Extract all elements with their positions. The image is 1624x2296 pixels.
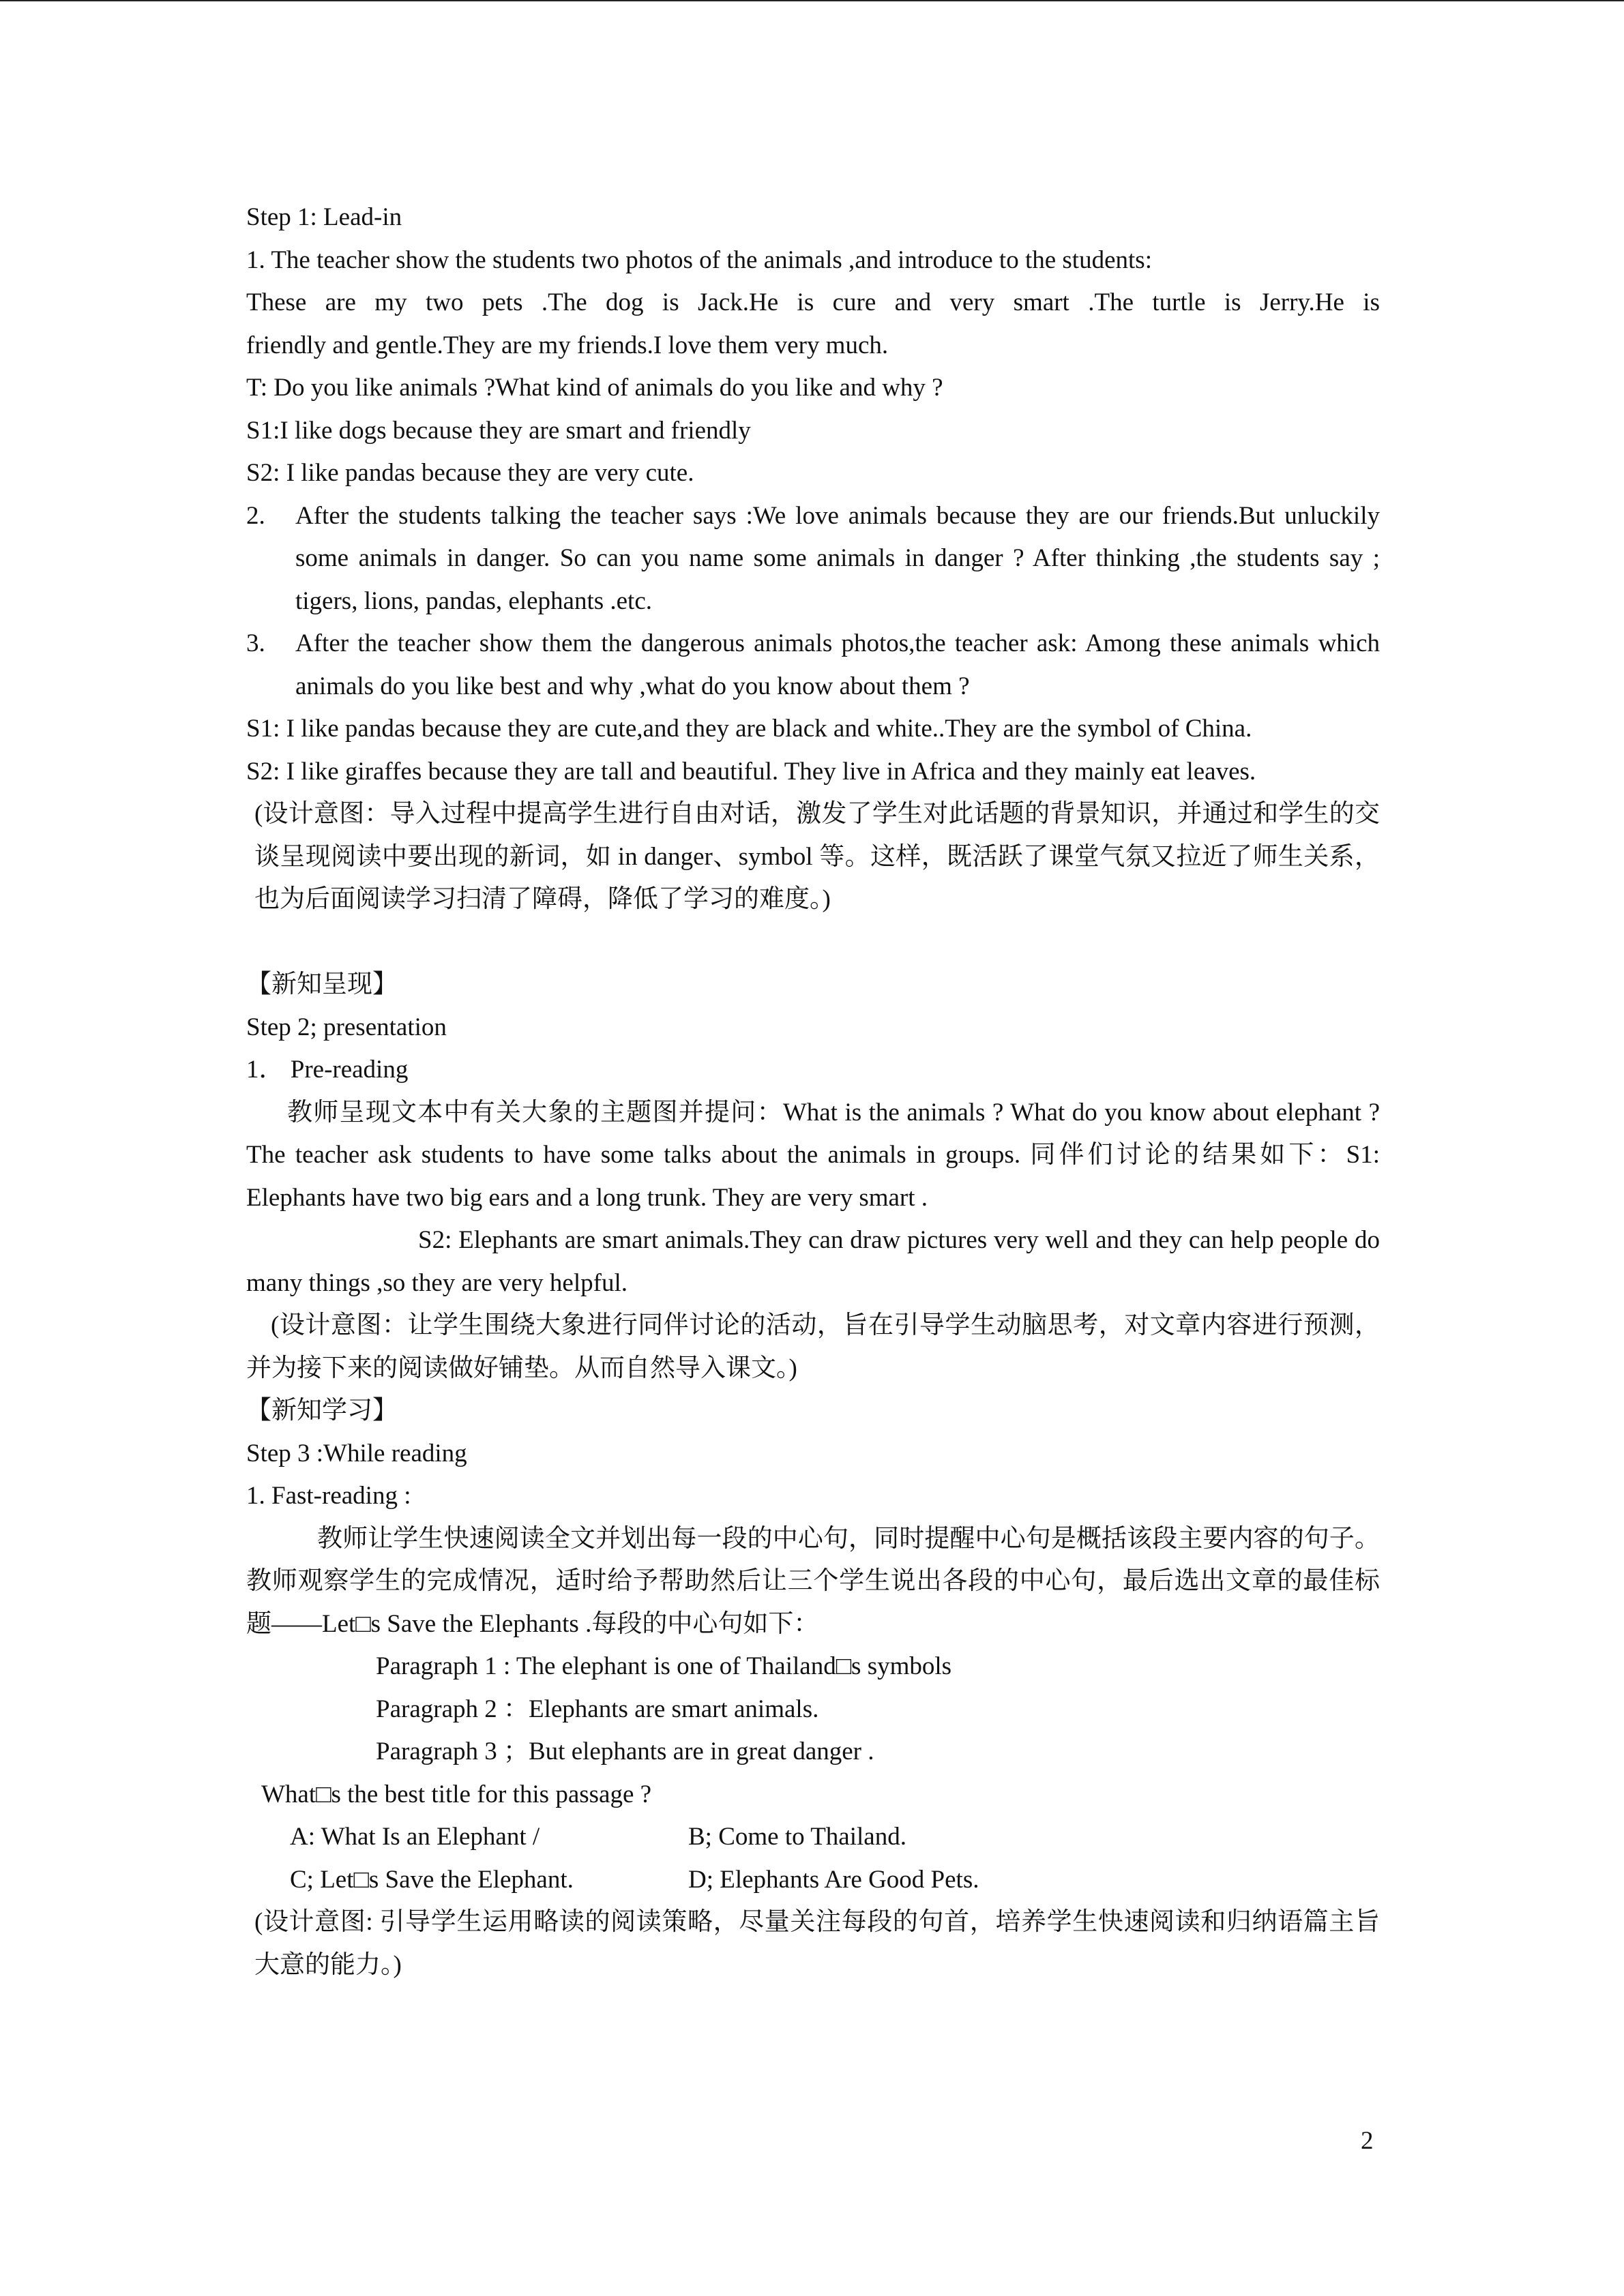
item2-text: After the students talking the teacher says :We love animals because they are our friends.But unluckily some animals in danger. So can you name some animals in danger ? After thinking ,the students say ; tigers, lions, pandas, elephants .etc. bbox=[295, 501, 1380, 615]
step1-item1: 1. The teacher show the students two photos of the animals ,and introduce to the students: bbox=[246, 245, 1152, 274]
option-b: B; Come to Thailand. bbox=[688, 1823, 906, 1851]
options-row-1 bbox=[246, 1816, 1380, 1859]
document-body bbox=[246, 196, 1380, 1986]
teacher-question: T: Do you like animals ?What kind of animals do you like and why ? bbox=[246, 374, 943, 402]
section-new-knowledge-presentation: 【新知呈现】 bbox=[246, 970, 398, 998]
page-number: 2 bbox=[1361, 2127, 1374, 2155]
options-row-2 bbox=[246, 1859, 1380, 1902]
step1-heading: Step 1: Lead-in bbox=[246, 203, 402, 231]
student1-answer: S1:I like dogs because they are smart and friendly bbox=[246, 416, 751, 445]
section-new-knowledge-learning: 【新知学习】 bbox=[246, 1397, 398, 1425]
option-c: C; Let□s Save the Elephant. bbox=[290, 1865, 574, 1894]
item3-text: After the teacher show them the dangerous animals photos,the teacher ask: Among these animals which animals do you like best and why ,what do you know about them ? bbox=[295, 629, 1380, 700]
step3-item1: 1. Fast-reading : bbox=[246, 1482, 411, 1510]
best-title-question: What□s the best title for this passage ? bbox=[261, 1780, 652, 1808]
step2-item1: 1． Pre-reading bbox=[246, 1056, 409, 1084]
step3-paragraph: 教师让学生快速阅读全文并划出每一段的中心句，同时提醒中心句是概括该段主要内容的句子。教师观察学生的完成情况，适时给予帮助然后让三个学生说出各段的中心句，最后选出文章的最佳标题——Let□s Save the Elephants .每段的中心句如下： bbox=[246, 1524, 1380, 1638]
item3-number: 3. bbox=[246, 629, 265, 657]
paragraph-2-summary: Paragraph 2 ：Elephants are smart animals. bbox=[376, 1695, 819, 1723]
step1-intro-a: These are my two pets .The dog is Jack.He is cure and very smart .The turtle is Jerry.He is bbox=[246, 288, 1380, 316]
step2-heading: Step 2; presentation bbox=[246, 1013, 447, 1041]
step2-design-intent: (设计意图：让学生围绕大象进行同伴讨论的活动，旨在引导学生动脑思考，对文章内容进行预测，并为接下来的阅读做好铺垫。从而自然导入课文。) bbox=[246, 1311, 1380, 1382]
step1-item3 bbox=[246, 623, 1380, 708]
student1-panda-answer: S1: I like pandas because they are cute,and they are black and white..They are the symbol of China. bbox=[246, 715, 1252, 743]
paragraph-1-summary: Paragraph 1 : The elephant is one of Thailand□s symbols bbox=[376, 1652, 952, 1680]
student2-answer: S2: I like pandas because they are very cute. bbox=[246, 459, 694, 487]
step3-design-intent: (设计意图: 引导学生运用略读的阅读策略，尽量关注每段的句首，培养学生快速阅读和归纳语篇主旨大意的能力。) bbox=[254, 1908, 1380, 1979]
top-border bbox=[0, 0, 1624, 1]
item2-number: 2. bbox=[246, 501, 265, 530]
step2-student2: S2: Elephants are smart animals.They can draw pictures very well and they can help people do many things ,so they are very helpful. bbox=[246, 1226, 1380, 1297]
step1-intro-b: friendly and gentle.They are my friends.I love them very much. bbox=[246, 331, 889, 359]
step2-paragraph: 教师呈现文本中有关大象的主题图并提问：What is the animals ? What do you know about elephant ? The teacher ask students to have some talks about the animals in groups. 同伴们讨论的结果如下：S1: Elephants have two big ears and a long trunk. They are very smart . bbox=[246, 1098, 1380, 1212]
step1-design-intent: (设计意图：导入过程中提高学生进行自由对话，激发了学生对此话题的背景知识，并通过和学生的交谈呈现阅读中要出现的新词，如 in danger、symbol 等。这样，既活跃了课堂气氛又拉近了师生关系，也为后面阅读学习扫清了障碍，降低了学习的难度。) bbox=[254, 800, 1380, 913]
option-a: A: What Is an Elephant / bbox=[290, 1823, 540, 1851]
option-d: D; Elephants Are Good Pets. bbox=[688, 1865, 979, 1894]
step3-heading: Step 3 :While reading bbox=[246, 1439, 467, 1467]
step1-item2 bbox=[246, 495, 1380, 623]
paragraph-3-summary: Paragraph 3 ；But elephants are in great danger . bbox=[376, 1738, 874, 1765]
student2-giraffe-answer: S2: I like giraffes because they are tall and beautiful. They live in Africa and they mainly eat leaves. bbox=[246, 757, 1256, 786]
